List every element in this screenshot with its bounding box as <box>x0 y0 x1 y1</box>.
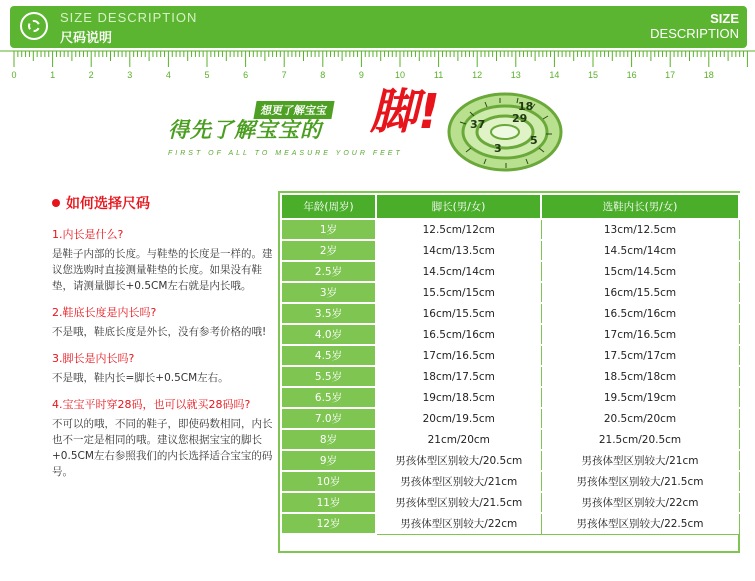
inner-length-cell: 18.5cm/18cm <box>541 366 739 387</box>
ruler-number: 7 <box>281 70 287 80</box>
table-row <box>281 471 739 492</box>
answer-2: 不是哦，鞋底长度是外长，没有参考价格的哦! <box>52 326 267 338</box>
ruler-number: 14 <box>549 70 560 80</box>
question-4: 4.宝宝平时穿28码，也可以就买28码吗? <box>52 398 251 411</box>
ruler-number: 11 <box>433 70 444 80</box>
table-row <box>281 492 739 513</box>
foot-length-cell: 男孩体型区别较大/20.5cm <box>376 450 541 471</box>
foot-length-cell: 18cm/17.5cm <box>376 366 541 387</box>
foot-length-cell: 男孩体型区别较大/21cm <box>376 471 541 492</box>
foot-length-cell: 14cm/13.5cm <box>376 240 541 261</box>
tape-measure-icon <box>440 82 570 182</box>
foot-length-cell: 17cm/16.5cm <box>376 345 541 366</box>
banner-title-en: SIZE DESCRIPTION <box>60 10 198 25</box>
inner-length-cell: 男孩体型区别较大/22.5cm <box>541 513 739 534</box>
question-2: 2.鞋底长度是内长吗? <box>52 306 157 319</box>
guide-title <box>52 193 277 213</box>
inner-length-cell: 13cm/12.5cm <box>541 219 739 240</box>
ruler-number: 2 <box>88 70 94 80</box>
inner-length-cell: 17.5cm/17cm <box>541 345 739 366</box>
age-cell: 7.0岁 <box>281 408 376 429</box>
svg-text:18: 18 <box>518 100 534 113</box>
inner-length-cell: 男孩体型区别较大/21cm <box>541 450 739 471</box>
inner-length-cell: 16.5cm/16cm <box>541 303 739 324</box>
foot-length-cell: 16cm/15.5cm <box>376 303 541 324</box>
answer-4: 不可以的哦，不同的鞋子，即使码数相同，内长也不一定是相同的哦。建议您根据宝宝的脚长+0.5CM左右参照我们的内长选择适合宝宝的码号。 <box>52 418 273 478</box>
inner-length-cell: 21.5cm/20.5cm <box>541 429 739 450</box>
inner-length-cell: 20.5cm/20cm <box>541 408 739 429</box>
ruler <box>0 50 755 82</box>
age-cell: 1岁 <box>281 219 376 240</box>
table-row <box>281 345 739 366</box>
age-cell: 9岁 <box>281 450 376 471</box>
age-cell: 10岁 <box>281 471 376 492</box>
age-cell: 3.5岁 <box>281 303 376 324</box>
inner-length-cell: 19.5cm/19cm <box>541 387 739 408</box>
inner-length-cell: 15cm/14.5cm <box>541 261 739 282</box>
hero-big-text: 脚! <box>370 84 440 140</box>
banner-title-cn: 尺码说明 <box>60 31 113 46</box>
ruler-number: 18 <box>703 70 714 80</box>
svg-text:29: 29 <box>512 112 528 125</box>
size-table <box>280 193 740 535</box>
table-row <box>281 366 739 387</box>
table-row <box>281 261 739 282</box>
svg-text:3: 3 <box>494 142 502 155</box>
ruler-number: 16 <box>626 70 637 80</box>
hero-english-text: FIRST OF ALL TO MEASURE YOUR FEET <box>168 150 403 157</box>
ruler-number: 6 <box>243 70 249 80</box>
ruler-number: 12 <box>472 70 483 80</box>
foot-length-cell: 20cm/19.5cm <box>376 408 541 429</box>
foot-length-cell: 15.5cm/15cm <box>376 282 541 303</box>
table-row <box>281 282 739 303</box>
ruler-number: 8 <box>320 70 326 80</box>
table-row <box>281 513 739 534</box>
banner-right-line1: SIZE <box>710 11 739 26</box>
age-cell: 4.0岁 <box>281 324 376 345</box>
ruler-number: 9 <box>358 70 364 80</box>
foot-length-cell: 16.5cm/16cm <box>376 324 541 345</box>
table-row <box>281 324 739 345</box>
question-3: 3.脚长是内长吗? <box>52 352 135 365</box>
table-row <box>281 387 739 408</box>
age-cell: 3岁 <box>281 282 376 303</box>
table-row <box>281 450 739 471</box>
table-row <box>281 429 739 450</box>
header-inner-length: 选鞋内长(男/女) <box>541 194 739 219</box>
table-row <box>281 240 739 261</box>
svg-text:37: 37 <box>470 118 486 131</box>
guide-title-text: 如何选择尺码 <box>66 196 150 212</box>
bullet-dot-icon <box>52 199 60 207</box>
inner-length-cell: 男孩体型区别较大/21.5cm <box>541 471 739 492</box>
age-cell: 2.5岁 <box>281 261 376 282</box>
svg-text:5: 5 <box>530 134 538 147</box>
inner-length-cell: 14.5cm/14cm <box>541 240 739 261</box>
table-row <box>281 408 739 429</box>
ruler-number: 17 <box>665 70 676 80</box>
banner-right-label <box>650 11 739 41</box>
foot-length-cell: 19cm/18.5cm <box>376 387 541 408</box>
ruler-ticks <box>0 50 755 72</box>
foot-length-cell: 12.5cm/12cm <box>376 219 541 240</box>
ruler-number: 3 <box>127 70 133 80</box>
age-cell: 12岁 <box>281 513 376 534</box>
hero-main-text: 得先了解宝宝的 <box>168 118 322 142</box>
ruler-number: 0 <box>11 70 17 80</box>
ruler-number: 1 <box>50 70 56 80</box>
inner-length-cell: 16cm/15.5cm <box>541 282 739 303</box>
age-cell: 6.5岁 <box>281 387 376 408</box>
inner-length-cell: 男孩体型区别较大/22cm <box>541 492 739 513</box>
table-row <box>281 303 739 324</box>
age-cell: 4.5岁 <box>281 345 376 366</box>
banner-right-line2: DESCRIPTION <box>650 26 739 41</box>
table-row <box>281 219 739 240</box>
ruler-number: 10 <box>394 70 405 80</box>
ruler-number: 4 <box>165 70 171 80</box>
measure-logo-icon <box>20 12 48 40</box>
table-header-row <box>281 194 739 219</box>
age-cell: 2岁 <box>281 240 376 261</box>
foot-length-cell: 男孩体型区别较大/22cm <box>376 513 541 534</box>
foot-length-cell: 14.5cm/14cm <box>376 261 541 282</box>
question-1: 1.内长是什么? <box>52 228 124 241</box>
inner-length-cell: 17cm/16.5cm <box>541 324 739 345</box>
hero-subtitle: 想更了解宝宝 <box>253 101 334 119</box>
answer-3: 不是哦，鞋内长=脚长+0.5CM左右。 <box>52 372 229 384</box>
age-cell: 11岁 <box>281 492 376 513</box>
size-guide-text <box>52 193 277 480</box>
table-body <box>281 219 739 534</box>
foot-length-cell: 男孩体型区别较大/21.5cm <box>376 492 541 513</box>
age-cell: 8岁 <box>281 429 376 450</box>
ruler-number: 15 <box>587 70 598 80</box>
header-banner <box>10 6 747 48</box>
answer-1: 是鞋子内部的长度。与鞋垫的长度是一样的。建议您选购时直接测量鞋垫的长度。如果没有鞋垫，请测量脚长+0.5CM左右就是内长哦。 <box>52 248 273 292</box>
foot-length-cell: 21cm/20cm <box>376 429 541 450</box>
header-foot-length: 脚长(男/女) <box>376 194 541 219</box>
ruler-number: 13 <box>510 70 521 80</box>
header-age: 年龄(周岁) <box>281 194 376 219</box>
ruler-number: 5 <box>204 70 210 80</box>
age-cell: 5.5岁 <box>281 366 376 387</box>
